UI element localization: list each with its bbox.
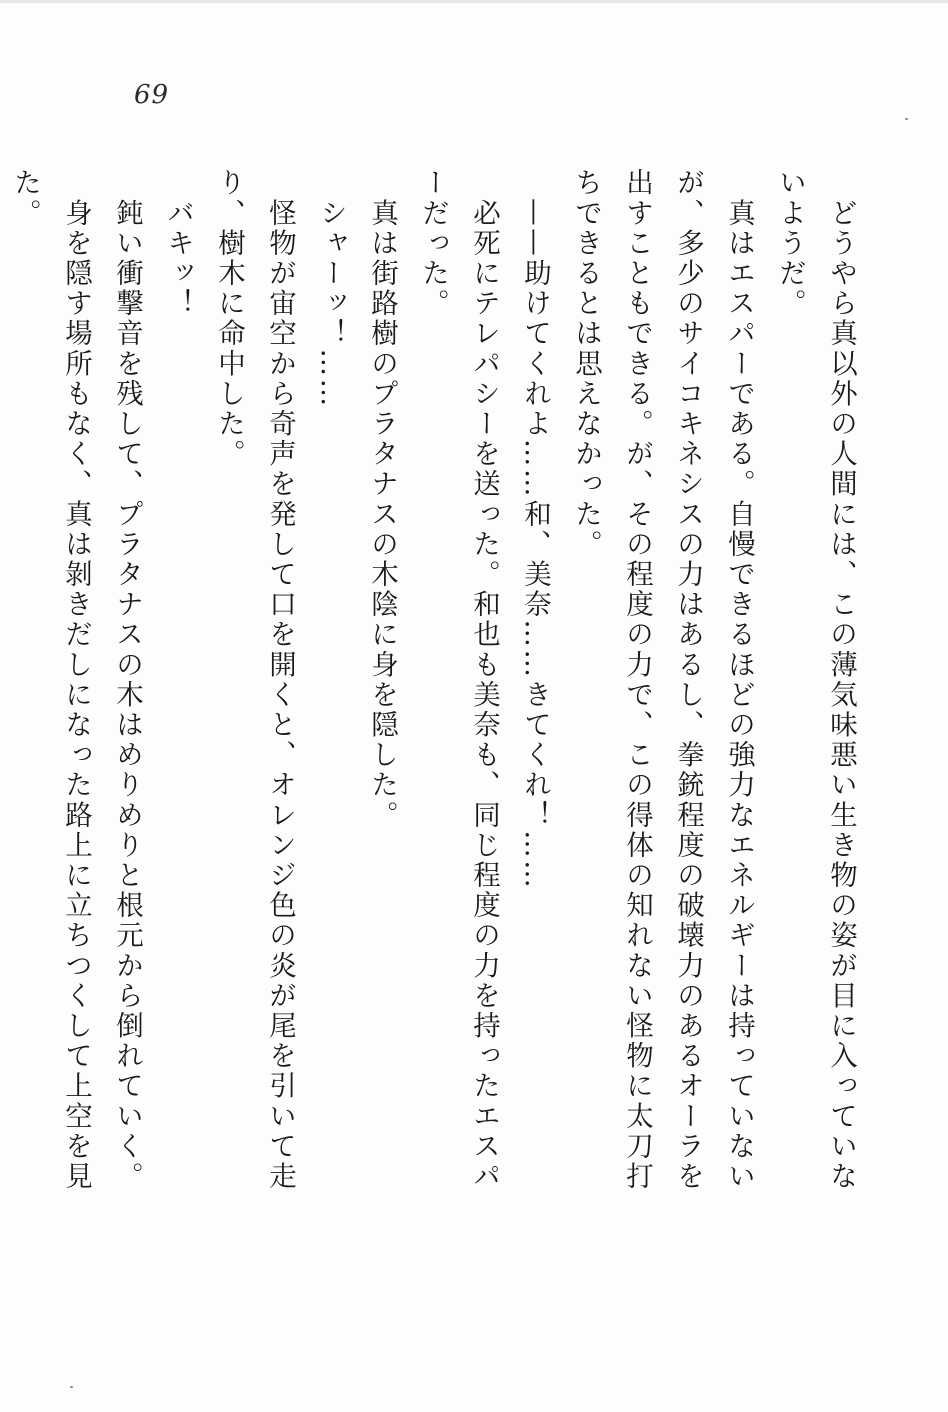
paragraph: 鈍い衝撃音を残して、プラタナスの木はめりめりと根元から倒れていく。	[111, 168, 143, 1192]
paragraph: ——助けてくれよ……和、美奈……きてくれ！……	[519, 168, 551, 891]
paragraph: 怪物が宙空から奇声を発して口を開くと、オレンジ色の炎が尾を引いて走り、樹木に命中した。	[213, 168, 296, 1192]
paragraph: 真はエスパーである。自慢できるほどの強力なエネルギーは持っていないが、多少のサイコキネシスの力はあるし、拳銃程度の破壊力のあるオーラを出すこともできる。が、その程度の力で、この得体の知れない怪物に太刀打ちできるとは思えなかった。	[570, 168, 755, 1192]
paragraph: バキッ！	[162, 168, 194, 319]
paragraph: どうやら真以外の人間には、この薄気味悪い生き物の姿が目に入っていないようだ。	[774, 168, 857, 1192]
paragraph: 身を隠す場所もなく、真は剝きだしになった路上に立ちつくして上空を見た。	[9, 168, 92, 1192]
paragraph: シャーッ！……	[315, 168, 347, 409]
paper-speck	[905, 118, 908, 120]
paragraph: 真は街路樹のプラタナスの木陰に身を隠した。	[366, 168, 398, 831]
paragraph: 必死にテレパシーを送った。和也も美奈も、同じ程度の力を持ったエスパーだった。	[417, 168, 500, 1192]
page-top-edge	[0, 0, 948, 3]
vertical-text-body	[0, 168, 866, 1208]
paper-speck	[70, 1386, 73, 1388]
page-number: 69	[134, 80, 170, 110]
